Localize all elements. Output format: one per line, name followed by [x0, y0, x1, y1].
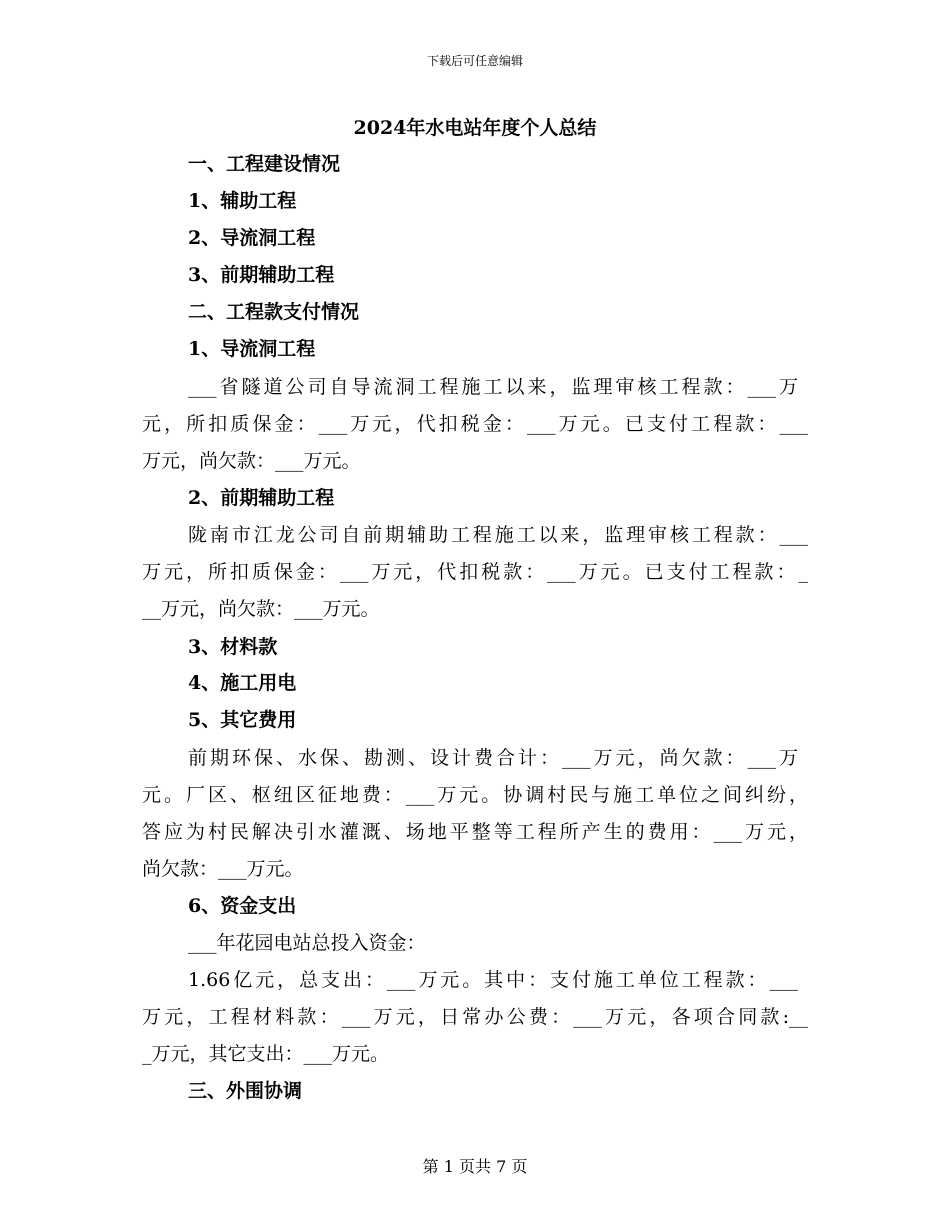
paragraph-line: 1.66亿元，总支出：___万元。其中：支付施工单位工程款：___ — [188, 969, 798, 991]
subheading: 1、导流洞工程 — [188, 338, 316, 360]
subheading: 1、辅助工程 — [188, 190, 297, 212]
page-header: 下载后可任意编辑 — [426, 54, 523, 68]
paragraph-line: 前期环保、水保、勘测、设计费合计：___万元，尚欠款：___万 — [188, 747, 798, 769]
paragraph-line: 陇南市江龙公司自前期辅助工程施工以来，监理审核工程款：___ — [188, 524, 808, 546]
paragraph-line: 元，所扣质保金：___万元，代扣税金：___万元。已支付工程款：___ — [142, 413, 808, 435]
paragraph-line: 尚欠款：___万元。 — [142, 858, 304, 880]
paragraph-line: _万元，其它支出：___万元。 — [142, 1043, 390, 1065]
subheading: 3、前期辅助工程 — [188, 264, 335, 286]
page-footer: 第 1 页共 7 页 — [422, 1157, 528, 1176]
subheading: 5、其它费用 — [188, 709, 297, 731]
paragraph-line: 万元，尚欠款：___万元。 — [142, 450, 361, 472]
subheading: 6、资金支出 — [188, 895, 297, 917]
paragraph-line: 元。厂区、枢纽区征地费：___万元。协调村民与施工单位之间纠纷， — [142, 784, 808, 806]
subheading: 2、前期辅助工程 — [188, 487, 335, 509]
paragraph-line: ___年花园电站总投入资金： — [188, 932, 426, 954]
subheading: 3、材料款 — [188, 636, 278, 658]
subheading: 4、施工用电 — [188, 672, 297, 694]
document-title: 2024年水电站年度个人总结 — [353, 117, 597, 139]
paragraph-line: ___省隧道公司自导流洞工程施工以来，监理审核工程款：___万 — [188, 376, 798, 398]
subheading: 2、导流洞工程 — [188, 227, 316, 249]
section-heading: 三、外围协调 — [188, 1080, 303, 1102]
paragraph-line: __万元，尚欠款：___万元。 — [142, 598, 380, 620]
section-heading: 二、工程款支付情况 — [188, 301, 360, 323]
paragraph-line: 万元，工程材料款：___万元，日常办公费：___万元，各项合同款:__ — [142, 1006, 808, 1028]
paragraph-line: 答应为村民解决引水灌溉、场地平整等工程所产生的费用：___万元， — [142, 821, 808, 843]
paragraph-line: 万元，所扣质保金：___万元，代扣税款：___万元。已支付工程款：_ — [142, 561, 808, 583]
section-heading: 一、工程建设情况 — [188, 153, 341, 175]
